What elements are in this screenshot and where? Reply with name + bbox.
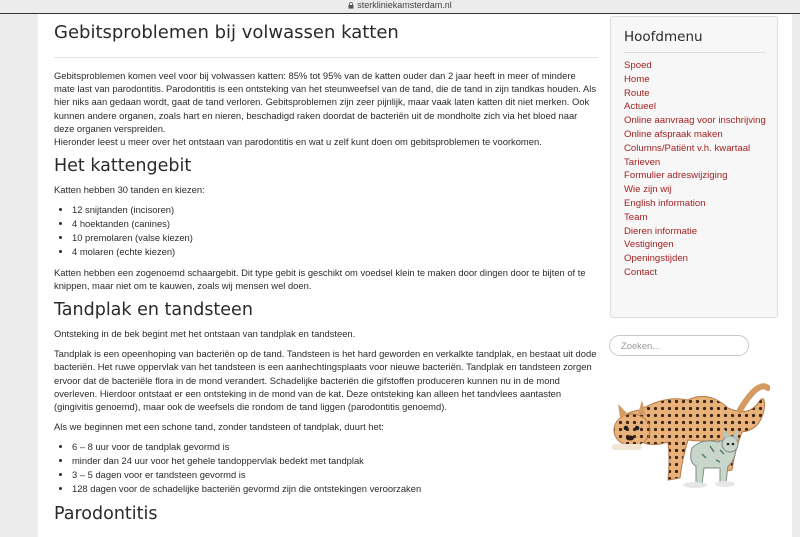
list-item: • 10 premolaren (valse kiezen) <box>72 231 598 245</box>
search-input[interactable] <box>609 335 749 356</box>
list-item: • 6 – 8 uur voor de tandplak gevormd is <box>72 440 598 454</box>
list-item: • 128 dagen voor de schadelijke bacteriën gevormd zijn die ontstekingen veroorzaken <box>72 482 598 496</box>
page-title: Gebitsproblemen bij volwassen katten <box>54 22 598 58</box>
list-item: • 4 hoektanden (canines) <box>72 217 598 231</box>
intro-paragraph <box>54 69 598 148</box>
timeline-list <box>72 440 598 495</box>
paragraph: Ontsteking in de bek begint met het ontstaan van tandplak en tandsteen. <box>54 328 356 340</box>
list-item: • 12 snijtanden (incisoren) <box>72 203 598 217</box>
menu-title: Hoofdmenu <box>624 29 765 53</box>
list-item: • minder dan 24 uur voor het gehele tandoppervlak bedekt met tandplak <box>72 454 598 468</box>
list-item: • 3 – 5 dagen voor er tandsteen gevormd is <box>72 468 598 482</box>
list-item: • 4 molaren (echte kiezen) <box>72 245 598 259</box>
menu-item-columns[interactable]: Columns/Patiënt v.h. kwartaal <box>624 142 751 154</box>
menu-item-online-afspraak[interactable]: Online afspraak maken <box>624 128 723 140</box>
intro-text-2: Hieronder leest u meer over het ontstaan van parodontitis en wat u zelf kunt doen om gebitsproblemen te voorkomen. <box>54 136 542 148</box>
menu-item-actueel[interactable]: Actueel <box>624 101 656 113</box>
url-text: sterkliniekamsterdam.nl <box>357 0 452 10</box>
menu-item-home[interactable]: Home <box>624 73 650 85</box>
address-bar[interactable] <box>0 0 800 14</box>
menu-item-spoed[interactable]: Spoed <box>624 60 652 71</box>
teeth-list <box>72 203 598 258</box>
lock-icon <box>348 2 354 9</box>
menu-item-team[interactable]: Team <box>624 211 648 223</box>
section-heading-tandplak: Tandplak en tandsteen <box>54 300 253 321</box>
menu-item-dieren-informatie[interactable]: Dieren informatie <box>624 225 698 237</box>
section-heading-parodontitis: Parodontitis <box>54 503 158 524</box>
menu-item-english[interactable]: English information <box>624 197 706 209</box>
paragraph: Katten hebben een zogenoemd schaargebit. Dit type gebit is geschikt om voedsel klein te maken door dingen door te bijten of te knippen, maar niet om te kauwen, zoals wij mensen wel doen. <box>54 266 586 291</box>
article <box>54 22 598 531</box>
section-heading-kattengebit: Het kattengebit <box>54 156 192 177</box>
menu-item-route[interactable]: Route <box>624 87 650 99</box>
menu-item-adreswijziging[interactable]: Formulier adreswijziging <box>624 170 728 182</box>
main-menu <box>610 16 778 318</box>
cat-figurines-image <box>610 370 770 495</box>
menu-item-openingstijden[interactable]: Openingstijden <box>624 253 689 265</box>
menu-item-online-aanvraag[interactable]: Online aanvraag voor inschrijving <box>624 115 766 127</box>
page <box>38 14 792 537</box>
paragraph: Katten hebben 30 tanden en kiezen: <box>54 184 205 196</box>
intro-text: Gebitsproblemen komen veel voor bij volwassen katten: 85% tot 95% van de katten ouder dan 2 jaar heeft in meer of mindere mate last van parodontitis. Parodontitis is een ontsteking van het steunweefsel van de tand, die de tand in zijn tandkas houden. Als hier niks aan gedaan wordt, gaat de tand verloren. Gebitsproblemen zijn zeer pijnlijk, maar vaak laten katten dit niet merken. Ook kunnen andere organen, zoals hart en nieren, beschadigd raken doordat de bacteriën uit de mondholte zich via het bloed naar deze organen verspreiden. <box>54 70 597 134</box>
paragraph: Als we beginnen met een schone tand, zonder tandsteen of tandplak, duurt het: <box>54 421 384 433</box>
menu-item-contact[interactable]: Contact <box>624 266 658 278</box>
paragraph: Tandplak is een opeenhoping van bacteriën op de tand. Tandsteen is het hard geworden en verkalkte tandplak, en bestaat uit dode bacteriën. Het ruwe oppervlak van het tandsteen is een aanhechtingsplaats voor nieuwe bacteriën. Tandplak en tandsteen zorgen ervoor dat de bacteriële flora in de mond verandert. Schadelijke bacteriën die gifstoffen produceren kunnen nu in de mond overleven. Hierdoor ontstaat er een ontsteking in de mond van de kat. Deze ontsteking kan alleen het tandvlees aantasten (gingivitis genoemd), maar ook de weefsels die rondom de tand liggen (parodontitis genoemd). <box>54 348 597 413</box>
menu-item-wie-zijn-wij[interactable]: Wie zijn wij <box>624 184 672 196</box>
menu-item-vestigingen[interactable]: Vestigingen <box>624 239 674 251</box>
menu-item-tarieven[interactable]: Tarieven <box>624 156 661 168</box>
